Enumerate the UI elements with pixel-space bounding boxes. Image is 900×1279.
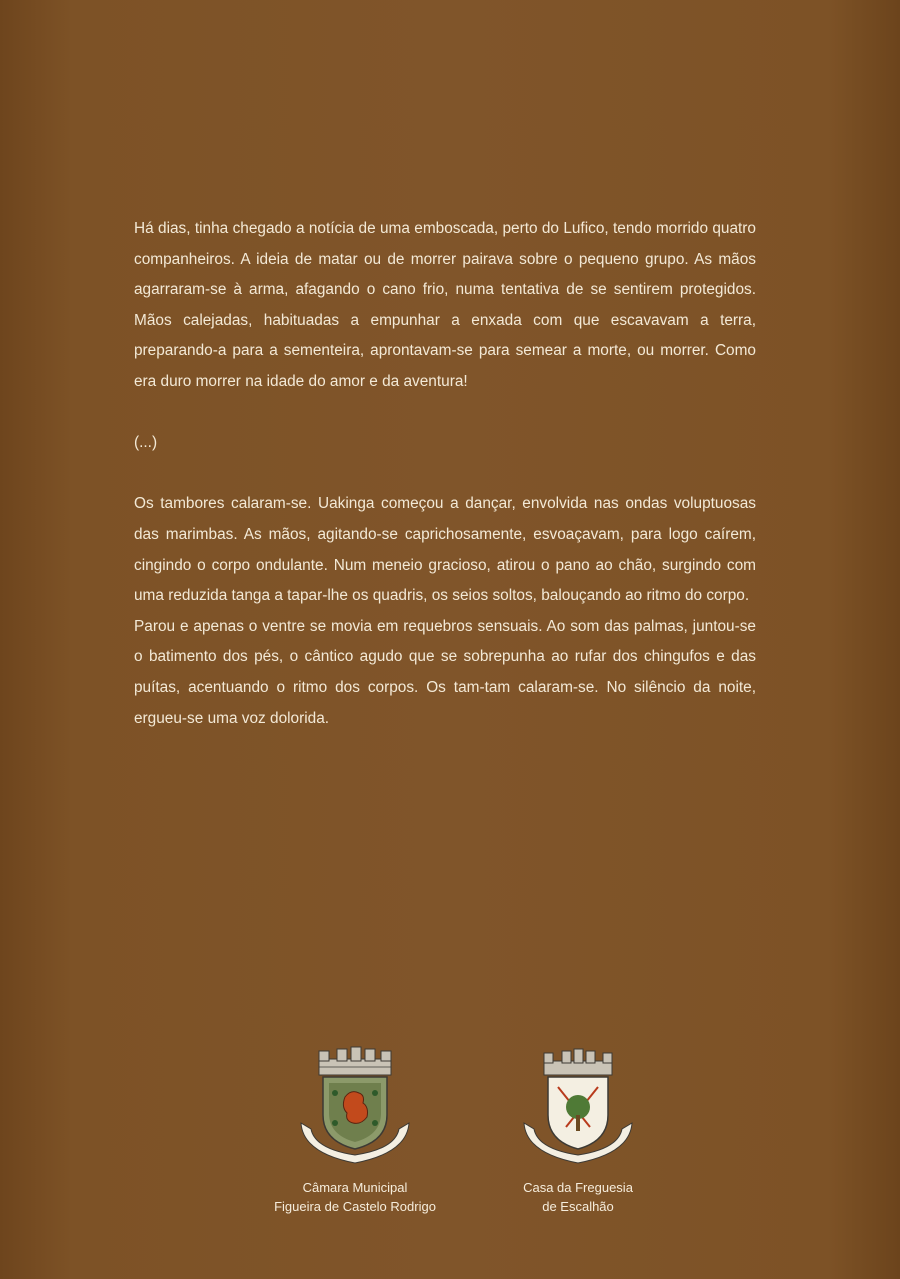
paragraph-1: Há dias, tinha chegado a notícia de uma emboscada, perto do Lufico, tendo morrido quatro companheiros. A ideia de matar ou de morrer pairava sobre o pequeno grupo. As mãos agarraram-se à arma, afagando o cano frio, numa tentativa de se sentirem protegidos. Mãos calejadas, habituadas a empunhar a enxada com que escavavam a terra, preparando-a para a sementeira, aprontavam-se para semear a morte, ou morrer. Como era duro morrer na idade do amor e da aventura! — [134, 220, 756, 390]
municipal-caption-line-2: Figueira de Castelo Rodrigo — [274, 1199, 436, 1214]
coat-of-arms-tree-icon — [520, 1045, 636, 1170]
parish-caption-line-1: Casa da Freguesia — [523, 1180, 633, 1195]
paragraph-2: Os tambores calaram-se. Uakinga começou a dançar, envolvida nas ondas voluptuosas das marimbas. As mãos, agitando-se caprichosamente, esvoaçavam, para logo caírem, cingindo o corpo ondulante. Num meneio gracioso, atirou o pano ao chão, surgindo com uma reduzida tanga a tapar-lhe os quadris, os seios soltos, balouçando ao ritmo do corpo. — [134, 495, 756, 605]
body-text — [134, 214, 756, 734]
parish-logo — [498, 1045, 658, 1216]
municipal-caption-line-1: Câmara Municipal — [302, 1180, 408, 1195]
municipal-logo — [262, 1045, 448, 1216]
ellipsis: (...) — [134, 434, 158, 452]
paragraph-3: Parou e apenas o ventre se movia em requebros sensuais. Ao som das palmas, juntou-se o batimento dos pés, o cântico agudo que se sobrepunha ao rufar dos chingufos e das puítas, acentuando o ritmo dos corpos. Os tam-tam calaram-se. No silêncio da noite, ergueu-se uma voz dolorida. — [134, 617, 756, 727]
coat-of-arms-lion-icon — [295, 1045, 415, 1170]
parish-caption-line-2: de Escalhão — [542, 1199, 614, 1214]
